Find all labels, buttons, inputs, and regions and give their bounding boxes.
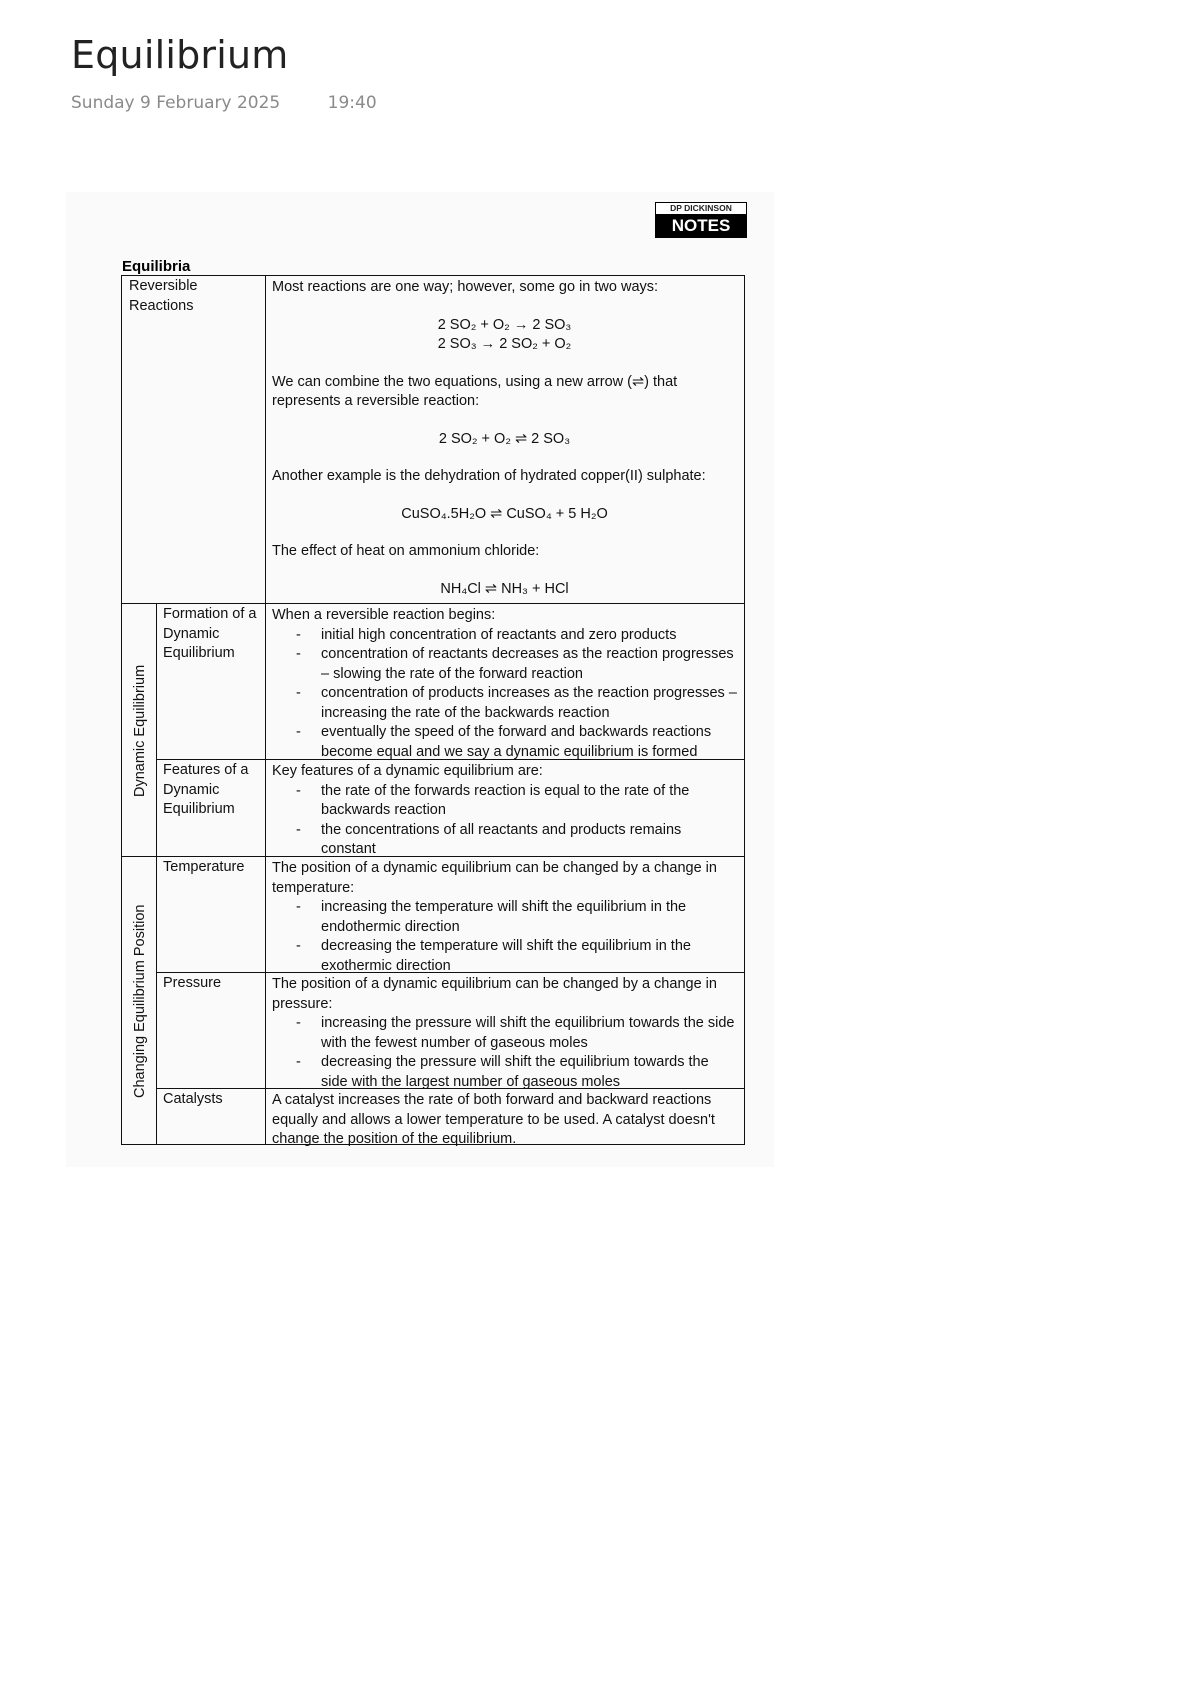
cell-reversible [265,276,744,601]
label-temperature: Temperature [163,859,245,875]
temperature-list [272,898,737,976]
row-pressure [156,973,744,1089]
reversible-combine: We can combine the two equations, using a new arrow (⇌) that represents a reversible reaction: [272,373,678,409]
list-item: - initial high concentration of reactants and zero products [272,626,737,646]
list-item: - the concentrations of all reactants and products remains constant [272,821,737,860]
page-date: Sunday 9 February 2025 [71,93,281,113]
cell-temperature [265,857,744,978]
temperature-intro: The position of a dynamic equilibrium can be changed by a change in temperature: [272,860,717,896]
list-item: - increasing the pressure will shift the equilibrium towards the side with the fewest number of gaseous moles [272,1014,737,1053]
cell-formation [265,604,744,764]
label-formation: Formation of a Dynamic Equilibrium [163,606,257,661]
equation-5: NH₄Cl ⇌ NH₃ + HCl [440,580,569,597]
list-item: - the rate of the forwards reaction is equal to the rate of the backwards reaction [272,782,737,821]
features-intro: Key features of a dynamic equilibrium are: [272,763,543,779]
page-time: 19:40 [327,93,377,113]
logo-top-text: DP DICKINSON [670,203,732,213]
pressure-intro: The position of a dynamic equilibrium can be changed by a change in pressure: [272,976,717,1012]
logo-bottom-text: NOTES [656,214,746,237]
reversible-heat: The effect of heat on ammonium chloride: [272,543,540,559]
row-temperature [156,857,744,973]
reversible-intro: Most reactions are one way; however, some go in two ways: [272,279,659,295]
label-pressure: Pressure [163,975,222,991]
list-item: - decreasing the temperature will shift the equilibrium in the exothermic direction [272,937,737,976]
group-dynamic-equilibrium: Dynamic Equilibrium [132,664,148,797]
list-item: - decreasing the pressure will shift the equilibrium towards the side with the largest number of gaseous moles [272,1053,737,1092]
label-reversible: Reversible Reactions [129,278,198,314]
cell-pressure [265,973,744,1094]
equation-2: 2 SO₃ → 2 SO₂ + O₂ [437,336,572,352]
list-item: - concentration of products increases as the reaction progresses – increasing the rate of the backwards reaction [272,684,737,723]
formation-intro: When a reversible reaction begins: [272,607,496,623]
list-item: - concentration of reactants decreases as the reaction progresses – slowing the rate of the forward reaction [272,645,737,684]
pressure-list [272,1014,737,1092]
row-formation [156,604,744,760]
row-features [122,760,744,857]
page-title: Equilibrium [71,33,289,77]
row-catalysts [156,1089,744,1147]
page-meta [71,93,377,113]
label-features: Features of a Dynamic Equilibrium [163,762,249,817]
equation-1: 2 SO₂ + O₂ → 2 SO₃ [437,316,572,333]
features-list [272,782,737,860]
list-item: - increasing the temperature will shift the equilibrium in the endothermic direction [272,898,737,937]
dp-dickinson-logo [655,202,747,238]
reversible-example: Another example is the dehydration of hydrated copper(II) sulphate: [272,468,706,484]
group-changing-equilibrium-position: Changing Equilibrium Position [132,904,148,1098]
row-reversible [122,276,744,604]
equation-4: CuSO₄.5H₂O ⇌ CuSO₄ + 5 H₂O [401,505,608,522]
cell-catalysts: A catalyst increases the rate of both forward and backward reactions equally and allows a lower temperature to be used. A catalyst doesn't change the position of the equilibrium. [272,1092,715,1147]
formation-list [272,626,737,763]
equilibria-table [121,275,745,1145]
label-catalysts: Catalysts [163,1091,223,1107]
cell-features [265,760,744,862]
equation-3: 2 SO₂ + O₂ ⇌ 2 SO₃ [438,430,571,447]
list-item: - eventually the speed of the forward and backwards reactions become equal and we say a dynamic equilibrium is formed [272,723,737,762]
sheet-title: Equilibria [122,258,191,275]
